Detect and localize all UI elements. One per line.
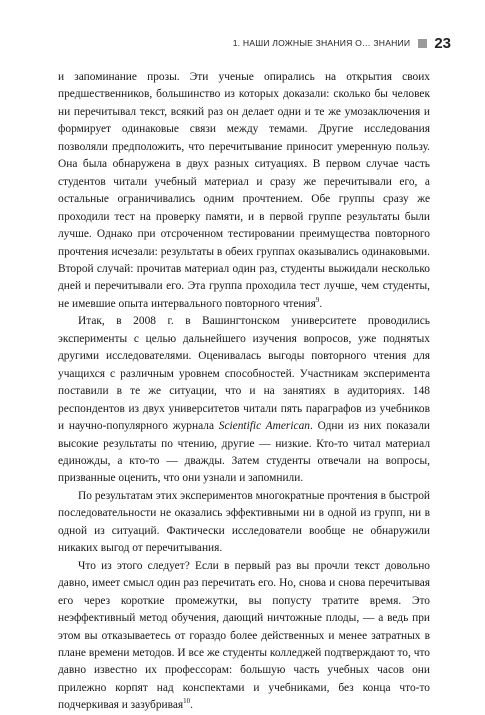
paragraph: Что из этого следует? Если в первый раз вы прочли текст довольно давно, имеет смысл один раз перечитать его. Но, снова и снова перечитывая его через короткие промежутки, вы попусту тратите время. Это неэффективный метод обучения, дающий ничтожные плоды, — а ведь при этом вы отказываетесь от гораздо более действенных и менее затратных в плане времени методов. И все же студенты колледжей подтверждают то, что давно известно их профессорам: большую часть учебных часов они прилежно корпят над конспектами и учебниками, без конца что-то подчеркивая и зазубривая$^{10}$. [58,559,430,712]
footnote-marker: 9 [315,296,320,305]
paragraph: По результатам этих экспериментов многократные прочтения в быстрой последовательности не оказались эффективными ни в одной из групп, ни в одной из ситуаций. Фактически исследователи вообще не обнаружили никаких выгод от перечитывания. [58,489,430,555]
paragraph: и запоминание прозы. Эти ученые опирались на открытия своих предшественников, большинство из которых доказали: сколько бы человек ни перечитывал текст, всякий раз он делает одни и те же умозаключения и формирует одинаковые связи между темами. Другие исследования позволяли предположить, что перечитывание приносит умеренную пользу. Она была обнаружена в двух разных ситуациях. В первом случае часть студентов читали учебный материал и сразу же перечитывали его, а остальные ограничивались одним прочтением. Обе группы сразу же проходили тест на проверку памяти, и в первой группе результаты были лучше. Однако при отсроченном тестировании преимущества повторного прочтения исчезали: результаты в обеих группах оказывались одинаковыми. Второй случай: прочитав материал один раз, студенты выжидали несколько дней и перечитывали его. Эта группа проходила тест лучше, чем студенты, не имевшие опыта интервального повторного чтения$^9$. [58,71,430,310]
paragraph: Итак, в 2008 г. в Вашингтонском университете проводились эксперименты с целью дальнейшего изучения вопросов, уже поднятых другими исследователями. Оценивалась выгоды повторного чтения для учащихся с различным уровнем способностей. Участникам эксперимента поставили в те же ситуации, что и на занятиях в аудиториях. 148 респондентов из двух университетов читали пять параграфов из учебников и научно-популярного журнала Scientific American. Одни из них показали высокие результаты по чтению, другие — низкие. Кто-то читал материал единожды, а кто-то — дважды. Затем студенты отвечали на вопросы, призванные оценить, что они узнали и запомнили. [58,315,430,485]
page-number: 23 [434,34,451,52]
journal-title: Scientific American [218,420,310,433]
footnote-marker: 10 [183,697,191,706]
running-title: 1. НАШИ ЛОЖНЫЕ ЗНАНИЯ О… ЗНАНИИ [232,38,411,48]
header-square-ornament [418,39,427,48]
page-header [60,34,451,52]
body-text [58,69,430,715]
